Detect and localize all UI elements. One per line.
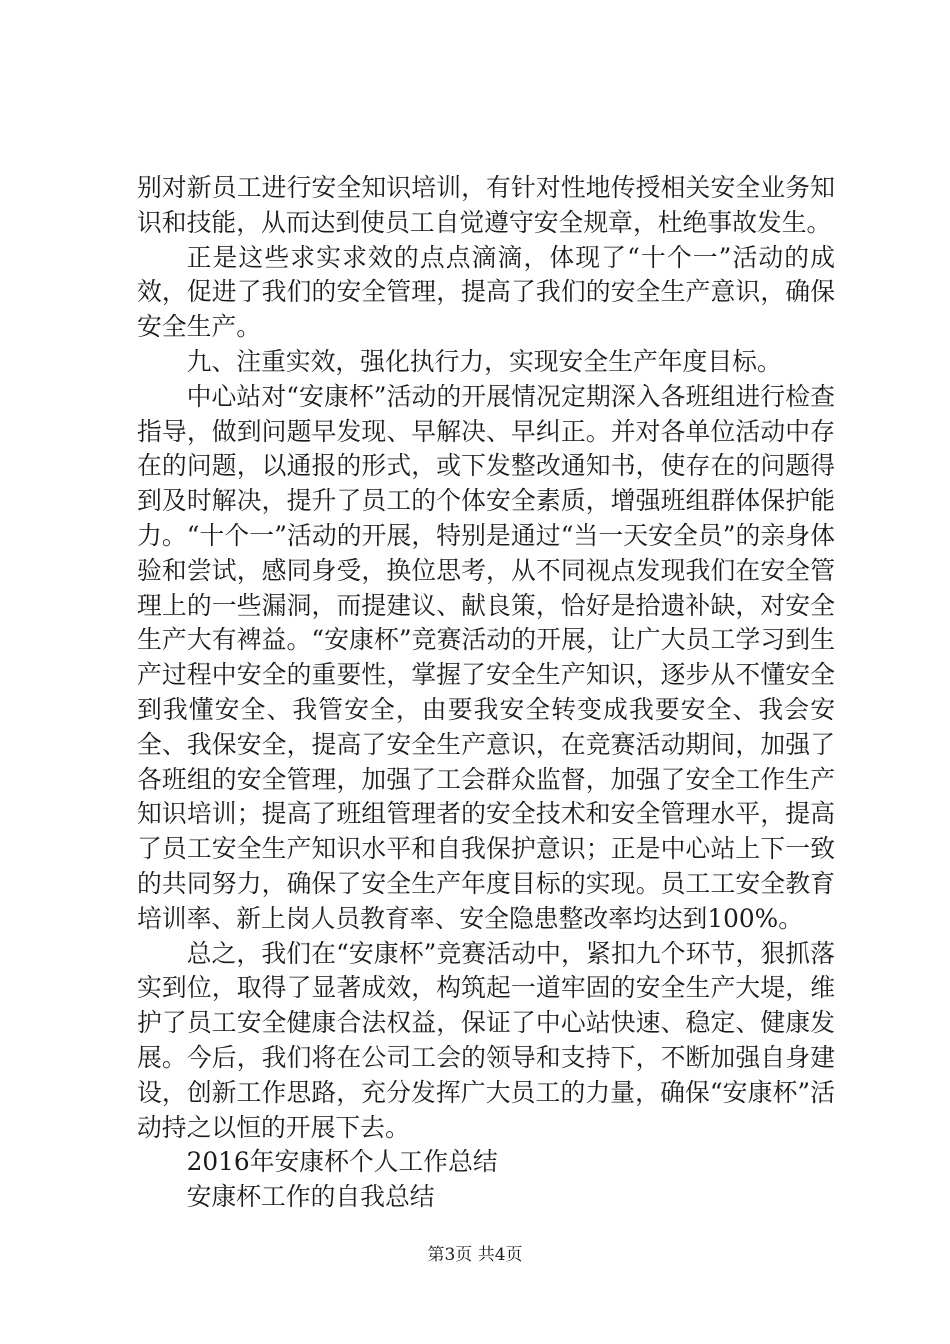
related-title-2016-summary: 2016年安康杯个人工作总结 <box>186 1147 498 1177</box>
section-heading-nine: 九、注重实效，强化执行力，实现安全生产年度目标。 <box>186 346 782 376</box>
document-body <box>137 171 835 1215</box>
paragraph-inspection-guidance: 中心站对“安康杯”活动的开展情况定期深入各班组进行检查指导，做到问题早发现、早解决、早纠正。并对各单位活动中存在的问题，以通报的形式，或下发整改通知书，使存在的问题得到及时解决，提升了员工的个体安全素质，增强班组群体保护能力。“十个一”活动的开展，特别是通过“当一天安全员”的亲身体验和尝试，感同身受，换位思考，从不同视点发现我们在安全管理上的一些漏洞，而提建议、献良策，恰好是拾遗补缺，对安全生产大有裨益。“安康杯”竞赛活动的开展，让广大员工学习到生产过程中安全的重要性，掌握了安全生产知识，逐步从不懂安全到我懂安全、我管安全，由要我安全转变成我要安全、我会安全、我保安全，提高了安全生产意识，在竞赛活动期间，加强了各班组的安全管理，加强了工会群众监督，加强了安全工作生产知识培训；提高了班组管理者的安全技术和安全管理水平，提高了员工安全生产知识水平和自我保护意识；正是中心站上下一致的共同努力，确保了安全生产年度目标的实现。员工工安全教育培训率、新上岗人员教育率、安全隐患整改率均达到100%。 <box>137 381 835 933</box>
paragraph-continuation: 别对新员工进行安全知识培训，有针对性地传授相关安全业务知识和技能，从而达到使员工自觉遵守安全规章，杜绝事故发生。 <box>137 173 835 237</box>
paragraph-conclusion: 总之，我们在“安康杯”竞赛活动中，紧扣九个环节，狠抓落实到位，取得了显著成效，构筑起一道牢固的安全生产大堤，维护了员工安全健康合法权益，保证了中心站快速、稳定、健康发展。今后，我们将在公司工会的领导和支持下，不断加强自身建设，创新工作思路，充分发挥广大员工的力量，确保“安康杯”活动持之以恒的开展下去。 <box>137 938 835 1142</box>
related-title-self-summary: 安康杯工作的自我总结 <box>186 1182 435 1212</box>
paragraph-effect-summary: 正是这些求实求效的点点滴滴，体现了“十个一”活动的成效，促进了我们的安全管理，提高了我们的安全生产意识，确保安全生产。 <box>137 242 835 342</box>
page-number: 第3页 共4页 <box>427 1245 523 1265</box>
page-footer <box>0 1244 950 1266</box>
